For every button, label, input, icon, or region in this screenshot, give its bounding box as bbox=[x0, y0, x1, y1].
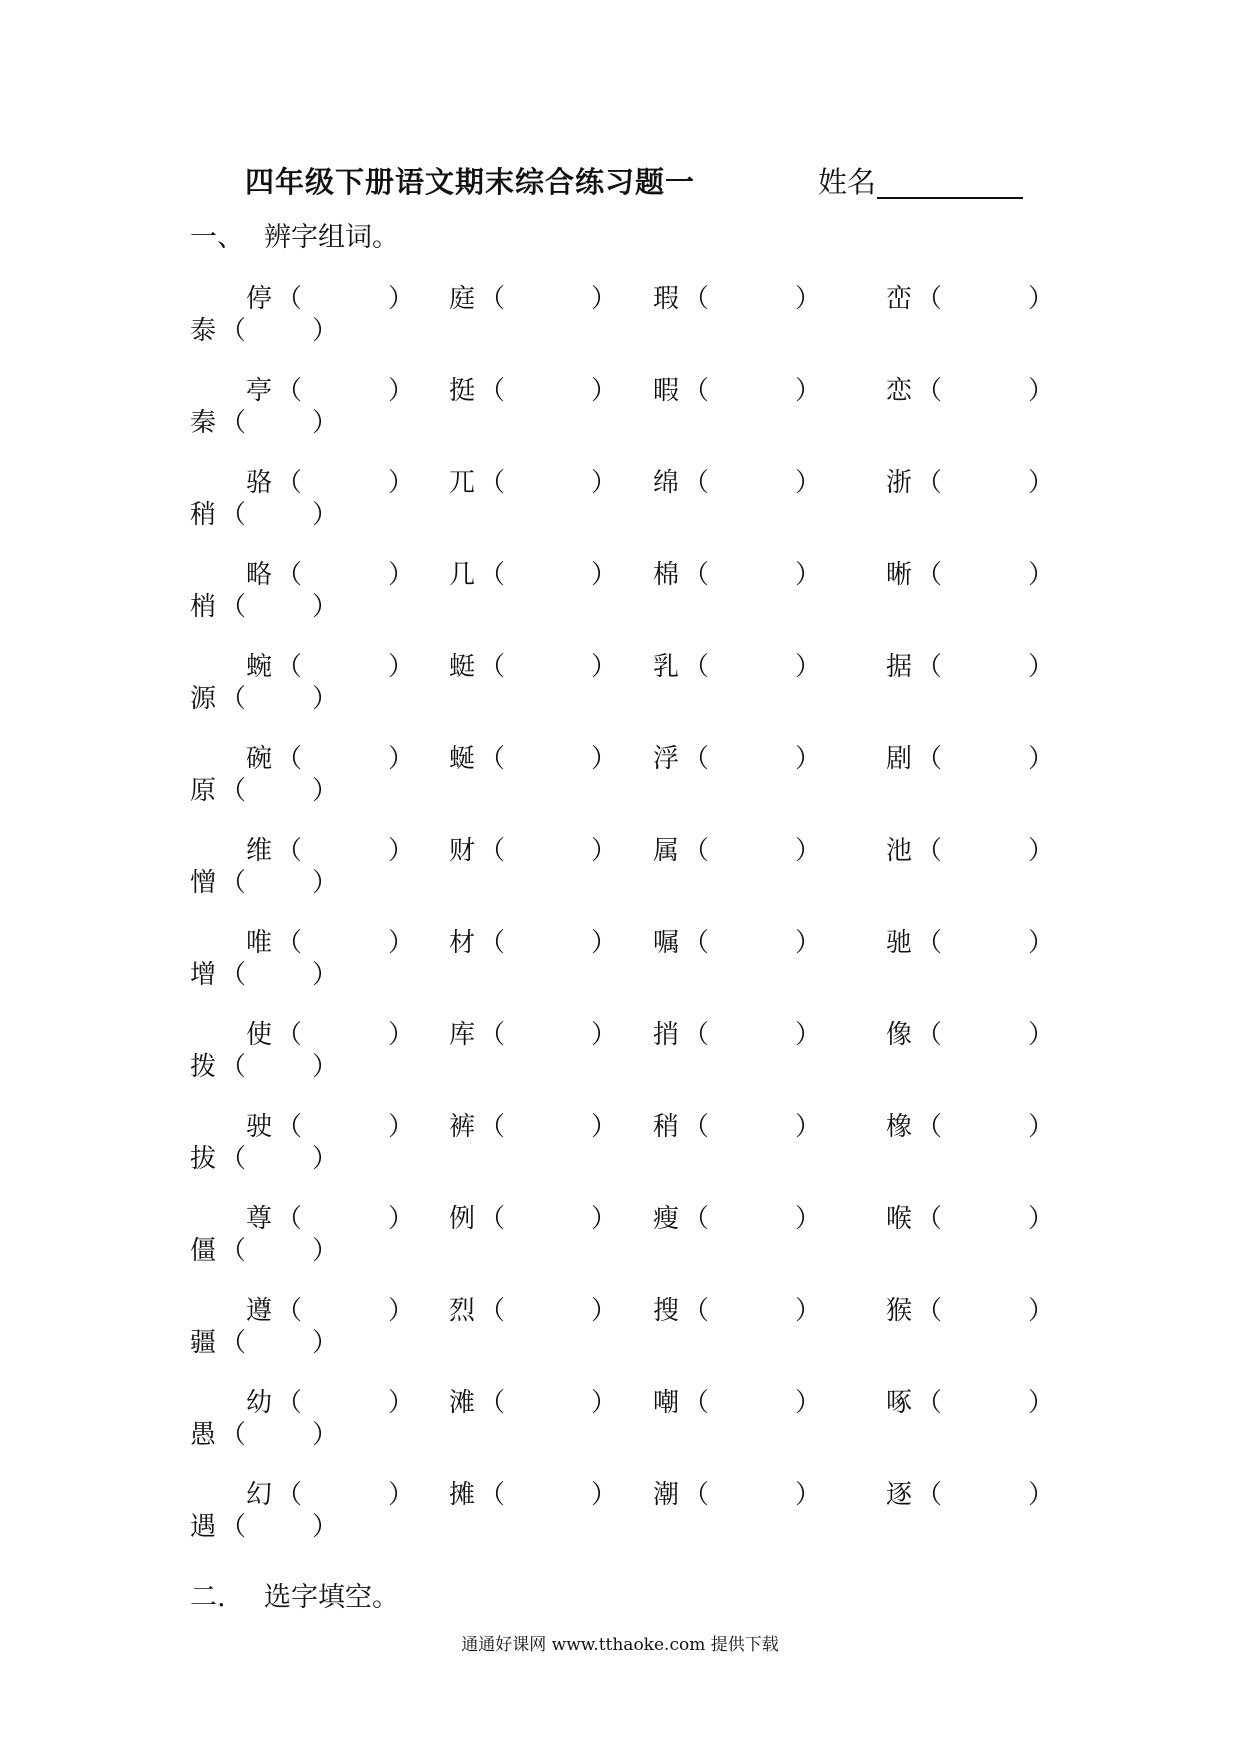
exercise-item bbox=[886, 646, 1054, 683]
answer-blank-close: ） bbox=[388, 1296, 415, 1326]
exercise-item bbox=[653, 278, 821, 315]
answer-blank-close: ） bbox=[795, 376, 822, 406]
exercise-character: 财 bbox=[449, 836, 476, 866]
exercise-character: 瑕 bbox=[653, 284, 680, 314]
answer-blank[interactable]: （ bbox=[276, 468, 303, 498]
exercise-character: 乳 bbox=[653, 652, 680, 682]
answer-blank-close: ） bbox=[388, 1020, 415, 1050]
answer-blank-close: ） bbox=[388, 376, 415, 406]
answer-blank-close: ） bbox=[795, 1388, 822, 1418]
exercise-row bbox=[0, 730, 1240, 822]
exercise-character: 兀 bbox=[449, 468, 476, 498]
exercise-item bbox=[886, 554, 1054, 591]
answer-blank-close: ） bbox=[795, 928, 822, 958]
section-2-title: 选字填空。 bbox=[264, 1582, 399, 1613]
exercise-item bbox=[653, 922, 821, 959]
exercise-character: 几 bbox=[449, 560, 476, 590]
document-title: 四年级下册语文期末综合练习题一 bbox=[245, 165, 696, 199]
exercise-character: 属 bbox=[653, 836, 680, 866]
answer-blank[interactable]: （ bbox=[683, 1296, 710, 1326]
exercise-item bbox=[886, 830, 1054, 867]
answer-blank[interactable]: （ bbox=[276, 1112, 303, 1142]
exercise-character: 晰 bbox=[886, 560, 913, 590]
answer-blank[interactable]: （ bbox=[479, 928, 506, 958]
answer-blank[interactable]: （ bbox=[220, 1328, 247, 1358]
exercise-character: 剧 bbox=[886, 744, 913, 774]
answer-blank-close: ） bbox=[312, 1236, 339, 1266]
exercise-item bbox=[449, 554, 617, 591]
exercise-character: 浙 bbox=[886, 468, 913, 498]
exercise-row bbox=[0, 546, 1240, 638]
name-blank-line[interactable] bbox=[877, 197, 1023, 199]
exercise-item bbox=[653, 646, 821, 683]
exercise-character: 骆 bbox=[246, 468, 273, 498]
answer-blank-close: ） bbox=[1028, 1480, 1055, 1510]
answer-blank[interactable]: （ bbox=[683, 1480, 710, 1510]
answer-blank[interactable]: （ bbox=[683, 468, 710, 498]
answer-blank-close: ） bbox=[1028, 652, 1055, 682]
exercise-character: 庭 bbox=[449, 284, 476, 314]
answer-blank-close: ） bbox=[388, 1388, 415, 1418]
exercise-character: 池 bbox=[886, 836, 913, 866]
answer-blank-close: ） bbox=[1028, 1296, 1055, 1326]
answer-blank-close: ） bbox=[591, 1296, 618, 1326]
answer-blank[interactable]: （ bbox=[276, 836, 303, 866]
answer-blank-close: ） bbox=[795, 1112, 822, 1142]
exercise-character: 蜒 bbox=[449, 744, 476, 774]
exercise-character: 滩 bbox=[449, 1388, 476, 1418]
answer-blank[interactable]: （ bbox=[220, 592, 247, 622]
answer-blank-close: ） bbox=[312, 1420, 339, 1450]
answer-blank-close: ） bbox=[1028, 468, 1055, 498]
exercise-character: 蜿 bbox=[246, 652, 273, 682]
exercise-row bbox=[0, 914, 1240, 1006]
exercise-character: 捎 bbox=[653, 1020, 680, 1050]
exercise-character: 秦 bbox=[190, 408, 217, 438]
exercise-item bbox=[886, 922, 1054, 959]
exercise-item bbox=[449, 1198, 617, 1235]
exercise-character: 搜 bbox=[653, 1296, 680, 1326]
exercise-character: 蜓 bbox=[449, 652, 476, 682]
exercise-character: 原 bbox=[190, 776, 217, 806]
page-footer: 通通好课网 www.tthaoke.com 提供下载 bbox=[461, 1635, 779, 1655]
answer-blank-close: ） bbox=[312, 1052, 339, 1082]
answer-blank[interactable]: （ bbox=[479, 652, 506, 682]
exercise-character: 增 bbox=[190, 960, 217, 990]
answer-blank[interactable]: （ bbox=[683, 1204, 710, 1234]
exercise-item bbox=[190, 586, 338, 623]
exercise-character: 遵 bbox=[246, 1296, 273, 1326]
answer-blank-close: ） bbox=[388, 744, 415, 774]
answer-blank-close: ） bbox=[795, 836, 822, 866]
answer-blank-close: ） bbox=[1028, 284, 1055, 314]
answer-blank[interactable]: （ bbox=[683, 1112, 710, 1142]
exercise-character: 略 bbox=[246, 560, 273, 590]
answer-blank-close: ） bbox=[591, 652, 618, 682]
section-1-heading bbox=[190, 215, 399, 254]
answer-blank[interactable]: （ bbox=[220, 1052, 247, 1082]
exercise-item bbox=[449, 1474, 617, 1511]
answer-blank[interactable]: （ bbox=[916, 1388, 943, 1418]
exercise-character: 唯 bbox=[246, 928, 273, 958]
answer-blank-close: ） bbox=[591, 376, 618, 406]
answer-blank[interactable]: （ bbox=[683, 1388, 710, 1418]
answer-blank-close: ） bbox=[312, 684, 339, 714]
answer-blank[interactable]: （ bbox=[479, 284, 506, 314]
exercise-item bbox=[886, 738, 1054, 775]
exercise-item bbox=[449, 646, 617, 683]
section-1-number: 一、 bbox=[190, 222, 244, 253]
answer-blank[interactable]: （ bbox=[276, 560, 303, 590]
exercise-character: 嘱 bbox=[653, 928, 680, 958]
exercise-character: 峦 bbox=[886, 284, 913, 314]
exercise-item bbox=[653, 830, 821, 867]
exercise-character: 暇 bbox=[653, 376, 680, 406]
exercise-item bbox=[653, 1382, 821, 1419]
exercise-character: 亭 bbox=[246, 376, 273, 406]
answer-blank-close: ） bbox=[1028, 1020, 1055, 1050]
exercise-item bbox=[190, 678, 338, 715]
exercise-item bbox=[449, 1382, 617, 1419]
answer-blank-close: ） bbox=[591, 1480, 618, 1510]
answer-blank[interactable]: （ bbox=[479, 1112, 506, 1142]
answer-blank[interactable]: （ bbox=[220, 408, 247, 438]
answer-blank-close: ） bbox=[312, 776, 339, 806]
exercise-character: 浮 bbox=[653, 744, 680, 774]
answer-blank[interactable]: （ bbox=[220, 776, 247, 806]
answer-blank[interactable]: （ bbox=[683, 1020, 710, 1050]
answer-blank[interactable]: （ bbox=[220, 1420, 247, 1450]
exercise-row bbox=[0, 638, 1240, 730]
exercise-item bbox=[653, 1474, 821, 1511]
name-label: 姓名 bbox=[818, 165, 877, 199]
answer-blank-close: ） bbox=[795, 284, 822, 314]
answer-blank-close: ） bbox=[1028, 376, 1055, 406]
answer-blank[interactable]: （ bbox=[220, 1144, 247, 1174]
exercise-character: 橡 bbox=[886, 1112, 913, 1142]
exercise-character: 啄 bbox=[886, 1388, 913, 1418]
exercise-character: 拨 bbox=[190, 1052, 217, 1082]
answer-blank-close: ） bbox=[795, 1296, 822, 1326]
answer-blank[interactable]: （ bbox=[479, 1204, 506, 1234]
answer-blank[interactable]: （ bbox=[276, 744, 303, 774]
exercise-character: 源 bbox=[190, 684, 217, 714]
answer-blank[interactable]: （ bbox=[479, 1388, 506, 1418]
exercise-item bbox=[886, 1290, 1054, 1327]
answer-blank-close: ） bbox=[1028, 928, 1055, 958]
answer-blank[interactable]: （ bbox=[479, 1296, 506, 1326]
exercise-character: 材 bbox=[449, 928, 476, 958]
answer-blank[interactable]: （ bbox=[276, 1020, 303, 1050]
exercise-item bbox=[190, 1414, 338, 1451]
exercise-item bbox=[449, 370, 617, 407]
exercise-row bbox=[0, 1282, 1240, 1374]
answer-blank-close: ） bbox=[1028, 744, 1055, 774]
answer-blank-close: ） bbox=[591, 836, 618, 866]
exercise-character: 维 bbox=[246, 836, 273, 866]
exercise-item bbox=[886, 1382, 1054, 1419]
answer-blank-close: ） bbox=[1028, 1112, 1055, 1142]
exercise-character: 像 bbox=[886, 1020, 913, 1050]
exercise-row bbox=[0, 362, 1240, 454]
exercise-character: 幼 bbox=[246, 1388, 273, 1418]
answer-blank[interactable]: （ bbox=[916, 468, 943, 498]
exercise-character: 瘦 bbox=[653, 1204, 680, 1234]
answer-blank[interactable]: （ bbox=[683, 284, 710, 314]
exercise-character: 库 bbox=[449, 1020, 476, 1050]
answer-blank-close: ） bbox=[312, 1328, 339, 1358]
exercise-row bbox=[0, 1098, 1240, 1190]
exercise-item bbox=[190, 1322, 338, 1359]
answer-blank-close: ） bbox=[312, 960, 339, 990]
answer-blank[interactable]: （ bbox=[683, 560, 710, 590]
exercise-item bbox=[190, 310, 338, 347]
answer-blank-close: ） bbox=[388, 1480, 415, 1510]
answer-blank[interactable]: （ bbox=[220, 684, 247, 714]
answer-blank[interactable]: （ bbox=[916, 1204, 943, 1234]
answer-blank-close: ） bbox=[388, 652, 415, 682]
exercise-item bbox=[886, 1106, 1054, 1143]
answer-blank[interactable]: （ bbox=[479, 560, 506, 590]
answer-blank[interactable]: （ bbox=[683, 744, 710, 774]
exercise-item bbox=[190, 954, 338, 991]
exercise-item bbox=[653, 1290, 821, 1327]
answer-blank-close: ） bbox=[1028, 1204, 1055, 1234]
exercise-item bbox=[653, 1014, 821, 1051]
exercise-character: 愚 bbox=[190, 1420, 217, 1450]
exercise-character: 烈 bbox=[449, 1296, 476, 1326]
exercise-row bbox=[0, 1190, 1240, 1282]
exercise-character: 喉 bbox=[886, 1204, 913, 1234]
exercise-character: 疆 bbox=[190, 1328, 217, 1358]
exercise-character: 碗 bbox=[246, 744, 273, 774]
answer-blank[interactable]: （ bbox=[276, 1388, 303, 1418]
exercise-character: 绵 bbox=[653, 468, 680, 498]
answer-blank[interactable]: （ bbox=[916, 652, 943, 682]
answer-blank[interactable]: （ bbox=[276, 284, 303, 314]
answer-blank-close: ） bbox=[312, 592, 339, 622]
exercise-item bbox=[653, 462, 821, 499]
exercise-row bbox=[0, 1006, 1240, 1098]
exercise-character: 棉 bbox=[653, 560, 680, 590]
exercise-item bbox=[449, 1014, 617, 1051]
section-2-number: 二. bbox=[190, 1582, 226, 1613]
answer-blank-close: ） bbox=[795, 652, 822, 682]
answer-blank-close: ） bbox=[312, 408, 339, 438]
answer-blank-close: ） bbox=[1028, 560, 1055, 590]
answer-blank[interactable]: （ bbox=[220, 500, 247, 530]
answer-blank[interactable]: （ bbox=[276, 1480, 303, 1510]
exercise-item bbox=[653, 370, 821, 407]
exercise-character: 猴 bbox=[886, 1296, 913, 1326]
exercise-character: 使 bbox=[246, 1020, 273, 1050]
exercise-character: 摊 bbox=[449, 1480, 476, 1510]
exercise-item bbox=[653, 1198, 821, 1235]
answer-blank[interactable]: （ bbox=[916, 1480, 943, 1510]
answer-blank[interactable]: （ bbox=[220, 316, 247, 346]
answer-blank-close: ） bbox=[591, 1204, 618, 1234]
exercise-row bbox=[0, 1466, 1240, 1558]
word-exercise-grid bbox=[0, 270, 1240, 1558]
answer-blank-close: ） bbox=[795, 1204, 822, 1234]
section-1-title: 辨字组词。 bbox=[264, 222, 399, 253]
answer-blank-close: ） bbox=[312, 500, 339, 530]
exercise-item bbox=[653, 738, 821, 775]
answer-blank-close: ） bbox=[388, 468, 415, 498]
exercise-character: 稍 bbox=[190, 500, 217, 530]
answer-blank[interactable]: （ bbox=[276, 376, 303, 406]
exercise-item bbox=[886, 1474, 1054, 1511]
answer-blank-close: ） bbox=[388, 1204, 415, 1234]
exercise-item bbox=[886, 1198, 1054, 1235]
answer-blank-close: ） bbox=[591, 468, 618, 498]
answer-blank-close: ） bbox=[1028, 1388, 1055, 1418]
exercise-character: 梢 bbox=[190, 592, 217, 622]
answer-blank-close: ） bbox=[795, 1480, 822, 1510]
exercise-item bbox=[449, 278, 617, 315]
answer-blank[interactable]: （ bbox=[683, 928, 710, 958]
answer-blank[interactable]: （ bbox=[916, 1112, 943, 1142]
answer-blank-close: ） bbox=[591, 1020, 618, 1050]
answer-blank[interactable]: （ bbox=[479, 836, 506, 866]
exercise-item bbox=[190, 402, 338, 439]
answer-blank-close: ） bbox=[388, 836, 415, 866]
answer-blank[interactable]: （ bbox=[916, 284, 943, 314]
exercise-item bbox=[190, 862, 338, 899]
section-2-heading bbox=[190, 1575, 399, 1614]
exercise-item bbox=[653, 1106, 821, 1143]
exercise-item bbox=[449, 462, 617, 499]
answer-blank[interactable]: （ bbox=[479, 1480, 506, 1510]
answer-blank[interactable]: （ bbox=[276, 652, 303, 682]
document-header bbox=[0, 160, 1240, 200]
answer-blank[interactable]: （ bbox=[916, 1020, 943, 1050]
answer-blank-close: ） bbox=[591, 744, 618, 774]
exercise-character: 憎 bbox=[190, 868, 217, 898]
exercise-item bbox=[653, 554, 821, 591]
answer-blank-close: ） bbox=[591, 1388, 618, 1418]
exercise-item bbox=[449, 922, 617, 959]
answer-blank-close: ） bbox=[795, 560, 822, 590]
exercise-character: 潮 bbox=[653, 1480, 680, 1510]
exercise-item bbox=[190, 1046, 338, 1083]
exercise-character: 裤 bbox=[449, 1112, 476, 1142]
answer-blank-close: ） bbox=[388, 284, 415, 314]
answer-blank-close: ） bbox=[312, 316, 339, 346]
answer-blank[interactable]: （ bbox=[916, 376, 943, 406]
answer-blank-close: ） bbox=[1028, 836, 1055, 866]
exercise-item bbox=[886, 278, 1054, 315]
answer-blank[interactable]: （ bbox=[916, 560, 943, 590]
answer-blank[interactable]: （ bbox=[220, 1236, 247, 1266]
answer-blank[interactable]: （ bbox=[683, 836, 710, 866]
answer-blank[interactable]: （ bbox=[479, 376, 506, 406]
exercise-item bbox=[886, 1014, 1054, 1051]
answer-blank-close: ） bbox=[388, 928, 415, 958]
exercise-character: 稍 bbox=[653, 1112, 680, 1142]
exercise-item bbox=[886, 462, 1054, 499]
exercise-character: 例 bbox=[449, 1204, 476, 1234]
answer-blank-close: ） bbox=[312, 868, 339, 898]
answer-blank-close: ） bbox=[591, 1112, 618, 1142]
exercise-character: 逐 bbox=[886, 1480, 913, 1510]
answer-blank[interactable]: （ bbox=[479, 744, 506, 774]
exercise-row bbox=[0, 822, 1240, 914]
exercise-character: 泰 bbox=[190, 316, 217, 346]
exercise-character: 幻 bbox=[246, 1480, 273, 1510]
answer-blank-close: ） bbox=[591, 928, 618, 958]
exercise-row bbox=[0, 270, 1240, 362]
exercise-character: 拔 bbox=[190, 1144, 217, 1174]
exercise-item bbox=[449, 738, 617, 775]
exercise-item bbox=[190, 1230, 338, 1267]
exercise-item bbox=[449, 1290, 617, 1327]
answer-blank[interactable]: （ bbox=[916, 744, 943, 774]
answer-blank-close: ） bbox=[591, 560, 618, 590]
answer-blank[interactable]: （ bbox=[916, 928, 943, 958]
exercise-character: 恋 bbox=[886, 376, 913, 406]
answer-blank[interactable]: （ bbox=[916, 836, 943, 866]
answer-blank-close: ） bbox=[591, 284, 618, 314]
exercise-item bbox=[886, 370, 1054, 407]
answer-blank-close: ） bbox=[312, 1512, 339, 1542]
answer-blank[interactable]: （ bbox=[276, 1296, 303, 1326]
exercise-character: 驶 bbox=[246, 1112, 273, 1142]
exercise-item bbox=[449, 830, 617, 867]
exercise-item bbox=[190, 1138, 338, 1175]
exercise-row bbox=[0, 1374, 1240, 1466]
answer-blank-close: ） bbox=[795, 468, 822, 498]
exercise-character: 僵 bbox=[190, 1236, 217, 1266]
exercise-character: 挺 bbox=[449, 376, 476, 406]
answer-blank[interactable]: （ bbox=[683, 652, 710, 682]
answer-blank[interactable]: （ bbox=[276, 1204, 303, 1234]
answer-blank[interactable]: （ bbox=[916, 1296, 943, 1326]
answer-blank[interactable]: （ bbox=[220, 960, 247, 990]
answer-blank[interactable]: （ bbox=[276, 928, 303, 958]
exercise-item bbox=[190, 770, 338, 807]
answer-blank-close: ） bbox=[312, 1144, 339, 1174]
answer-blank[interactable]: （ bbox=[220, 1512, 247, 1542]
exercise-character: 停 bbox=[246, 284, 273, 314]
exercise-character: 据 bbox=[886, 652, 913, 682]
answer-blank[interactable]: （ bbox=[479, 1020, 506, 1050]
exercise-item bbox=[190, 494, 338, 531]
exercise-character: 嘲 bbox=[653, 1388, 680, 1418]
exercise-character: 驰 bbox=[886, 928, 913, 958]
exercise-row bbox=[0, 454, 1240, 546]
answer-blank-close: ） bbox=[795, 744, 822, 774]
exercise-character: 遇 bbox=[190, 1512, 217, 1542]
answer-blank-close: ） bbox=[795, 1020, 822, 1050]
answer-blank-close: ） bbox=[388, 1112, 415, 1142]
answer-blank-close: ） bbox=[388, 560, 415, 590]
answer-blank[interactable]: （ bbox=[683, 376, 710, 406]
exercise-character: 尊 bbox=[246, 1204, 273, 1234]
answer-blank[interactable]: （ bbox=[479, 468, 506, 498]
exercise-item bbox=[190, 1506, 338, 1543]
answer-blank[interactable]: （ bbox=[220, 868, 247, 898]
exercise-item bbox=[449, 1106, 617, 1143]
